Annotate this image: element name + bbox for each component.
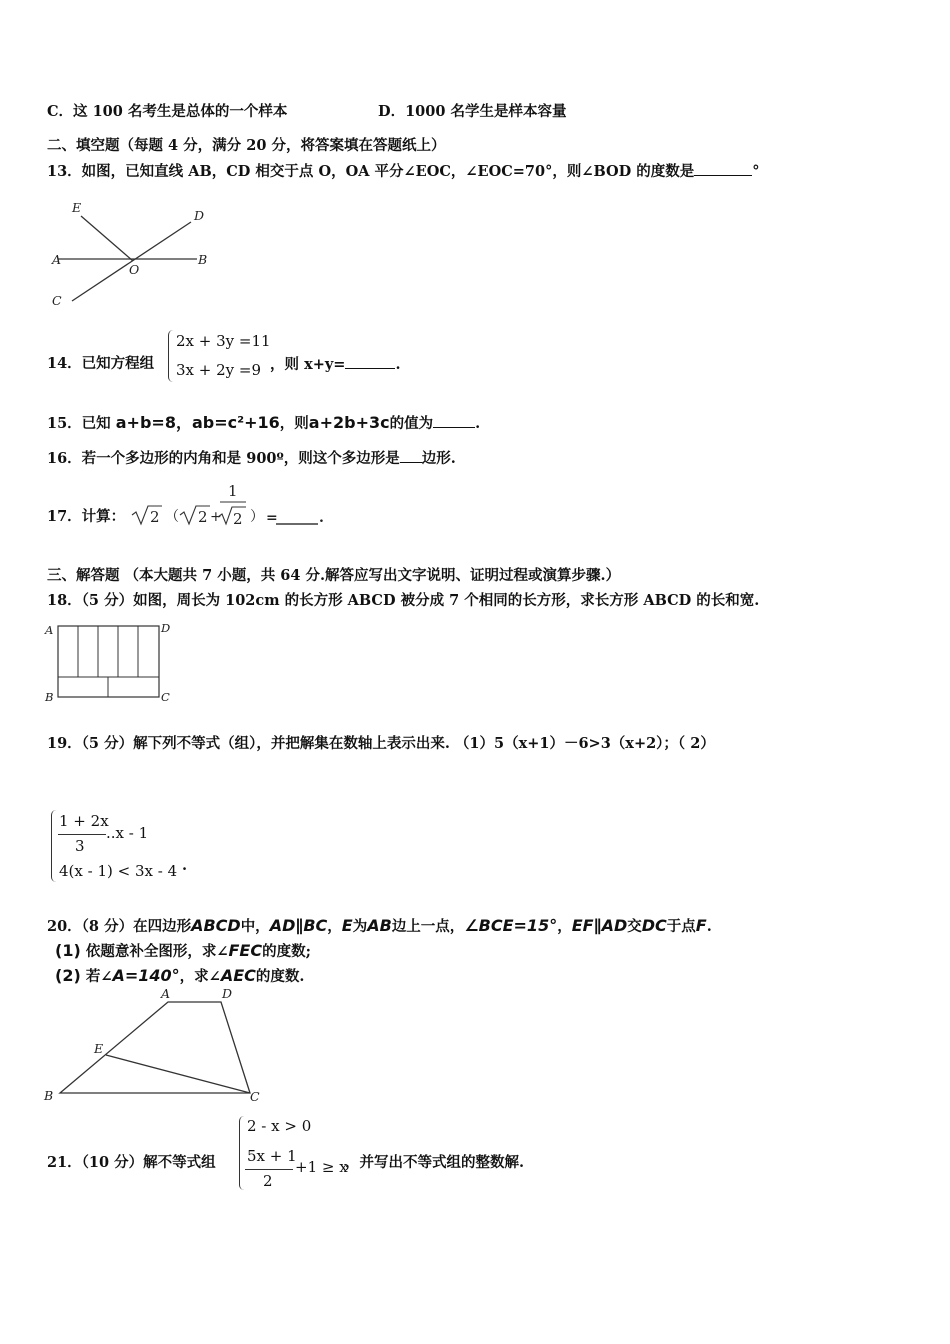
inequality-1-relation: ..x - 1 [106,824,149,842]
question-17-expression [128,480,328,540]
inequality-1-denominator: 3 [75,837,85,855]
q20-wei: 为 [352,918,368,935]
label-b: B [198,252,208,267]
label-e: E [94,1041,104,1056]
label-c: C [52,293,62,308]
question-20-part-2 [55,966,304,987]
question-20-part-1 [55,941,311,962]
q20-angle-bce: ∠BCE=15° [464,916,558,935]
question-13 [47,161,760,182]
option-c: C．这 100 名考生是总体的一个样本 [47,103,288,120]
label-a: A [52,252,62,267]
part-2-tail: 的度数. [255,968,305,985]
question-15-tail: 的值为 [389,415,434,432]
part-1-number: (1) [55,941,81,960]
question-21-suffix: ，并写出不等式组的整数解. [345,1154,525,1171]
system-brace [168,330,175,382]
question-21-prefix: 21．（10 分）解不等式组 [47,1154,216,1171]
right-paren: ） [250,509,264,525]
label-o: O [129,262,140,277]
label-e: E [72,200,82,215]
q20-ad-parallel-bc: AD∥BC [269,916,328,935]
answer-blank [433,413,475,428]
label-a: A [161,986,171,1001]
q20-e: E [341,916,353,935]
fraction-numerator: 5x + 1 [247,1147,297,1165]
question-18: 18．（5 分）如图，周长为 102cm 的长方形 ABCD 被分成 7 个相同的长方形，求长方形 ABCD 的长和宽. [47,592,760,609]
trapezoid-abcd [60,1002,250,1093]
system-brace [239,1116,246,1190]
question-14-mid: ，则 [270,356,299,373]
equals-sign: = [266,510,278,526]
label-c: C [161,690,170,704]
question-19-end: . [182,857,188,874]
label-a: A [45,623,54,637]
figure-trapezoid [40,985,270,1105]
part-1-text: 依题意补全图形，求∠ [85,943,229,960]
inequality-2-relation: +1 ≥ x [295,1158,348,1176]
q20-comma: ， [327,918,342,935]
question-15-condition: a+b=8，ab=c²+16 [115,413,280,432]
sqrt-arg: 2 [198,508,208,526]
ray-oe [81,216,133,261]
question-15-expression: a+2b+3c [308,413,390,432]
option-d: D．1000 名学生是样本容量 [378,103,567,120]
system-brace [51,810,58,882]
question-16-tail: 边形. [421,450,456,467]
degree-suffix: ° [752,163,760,180]
label-b: B [45,690,54,704]
section-3-title: 三、解答题 （本大题共 7 小题，共 64 分.解答应写出文字说明、证明过程或演算步骤.） [47,567,621,584]
inequality-1-numerator: 1 + 2x [59,812,109,830]
answer-blank [694,161,752,176]
question-14-tail [270,354,401,375]
part-2-number: (2) [55,966,81,985]
label-d: D [222,986,233,1001]
q20-head: 20．（8 分）在四边形 [47,918,192,935]
sqrt-arg: 2 [233,510,243,528]
question-15-prefix: 15．已知 [47,415,111,432]
part-2-mid: ，求∠ [179,968,221,985]
question-17-end: . [319,510,324,526]
question-13-text: 13．如图，已知直线 AB，CD 相交于点 O，OA 平分∠EOC，∠EOC=70°，则∠BOD 的度数是 [47,163,695,180]
question-16-text: 16．若一个多边形的内角和是 900º，则这个多边形是 [47,450,400,467]
equation-1: 2x + 3y =11 [176,332,271,350]
q20-yudian: 于点 [666,918,696,935]
answer-blank [400,448,422,463]
label-d: D [194,208,205,223]
answer-blank [345,354,395,369]
question-14-end: . [395,356,401,373]
sqrt-arg: 2 [150,508,160,526]
question-14-expr: x+y= [304,356,346,373]
part-2-aec: AEC [220,966,256,985]
fraction-numerator: 1 [228,482,238,500]
q20-f: F [695,916,707,935]
section-2-title: 二、填空题（每题 4 分，满分 20 分，将答案填在答题纸上） [47,137,446,154]
label-b: B [44,1088,54,1103]
segment-ec [106,1055,250,1093]
fraction-denominator: 2 [263,1172,273,1190]
q20-dc: DC [641,916,667,935]
figure-intersecting-lines [45,200,225,310]
part-1-tail: 的度数; [262,943,311,960]
q20-bian: 边上一点， [391,918,465,935]
q20-jiao: 交 [627,918,642,935]
inequality-2: 4(x - 1) < 3x - 4 [59,862,178,880]
question-15-end: . [475,415,481,432]
part-1-fec: FEC [228,941,263,960]
plus-sign: + [210,509,222,525]
question-20 [47,916,712,937]
q20-comma: ， [557,918,572,935]
label-c: C [250,1089,260,1104]
q20-period: . [706,918,712,935]
question-16 [47,448,456,469]
part-2-text: 若∠ [85,968,113,985]
question-15 [47,413,480,434]
q20-zhong: 中， [240,918,270,935]
inequality-1: 2 - x > 0 [247,1117,312,1135]
fraction-bar [58,834,106,835]
q20-ab: AB [367,916,392,935]
left-paren: （ [165,509,179,525]
question-19: 19．（5 分）解下列不等式（组），并把解集在数轴上表示出来. （1）5（x+1）－6>3（x+2）；（ 2） [47,735,715,752]
question-15-mid: ，则 [279,415,309,432]
q20-abcd: ABCD [191,916,241,935]
figure-rectangle-abcd [42,618,182,706]
question-17-prefix: 17．计算： [47,508,126,525]
label-d: D [161,621,171,635]
question-14-prefix: 14．已知方程组 [47,355,155,372]
part-2-condition: A=140° [112,966,180,985]
q20-ef-parallel-ad: EF∥AD [571,916,628,935]
equation-2: 3x + 2y =9 [176,361,262,379]
fraction-bar [245,1169,293,1170]
